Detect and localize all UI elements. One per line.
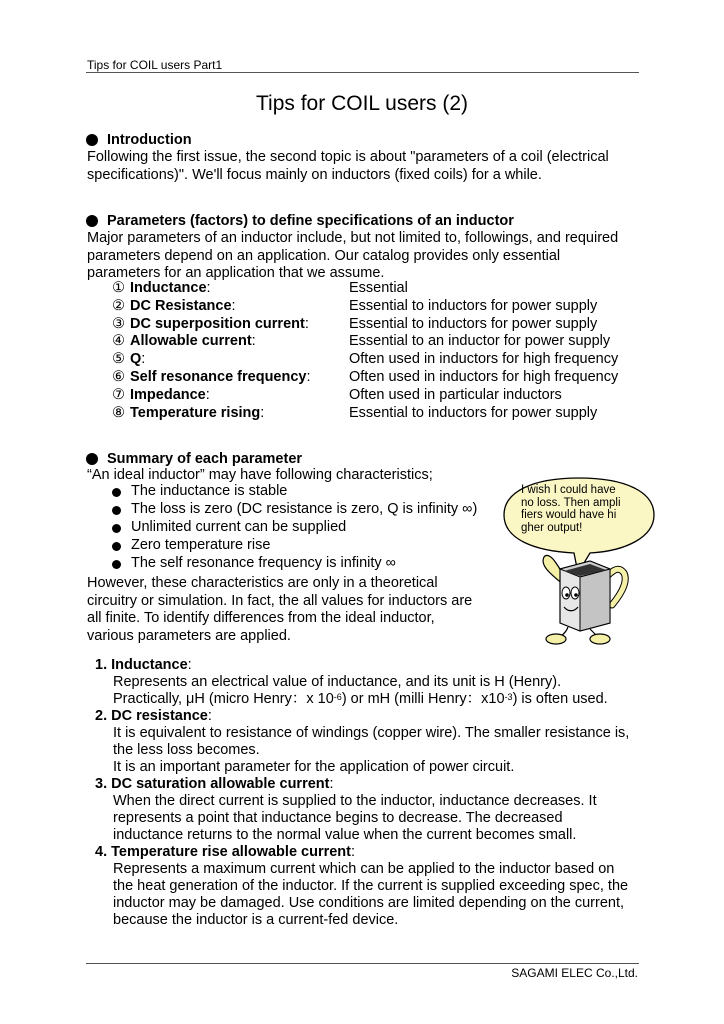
parameter-number: ④ [112,333,125,350]
parameter-separator: : [141,351,146,368]
parameter-details-list [95,657,629,929]
parameter-separator: : [231,297,236,314]
detail-line: the less loss becomes. [113,742,260,758]
bubble-line: fiers would have hi [521,509,617,521]
summary-line: However, these characteristics are only in a theoretical [87,575,438,591]
detail-separator: : [329,776,334,792]
page-title: Tips for COIL users (2) [256,92,468,115]
summary-line: various parameters are applied. [87,627,291,644]
summary-line: all finite. To identify differences from the ideal inductor, [87,610,435,626]
parameter-separator: : [251,333,256,350]
list-item-text: Unlimited current can be supplied [131,518,347,535]
detail-item-dc-saturation [95,776,629,844]
parameter-name: Q [130,351,142,368]
detail-line: represents a point that inductance begins to decrease. The decreased [113,810,563,826]
exponent: -6 [333,692,342,702]
section-heading-introduction [86,132,192,148]
ideal-characteristics-list [111,483,477,572]
list-item-text: Zero temperature rise [131,536,271,553]
section-heading-label: Introduction [107,132,192,148]
list-item-text: The inductance is stable [131,483,288,499]
page-header-text: Tips for COIL users Part1 [87,58,223,72]
intro-line: Following the first issue, the second topic is about "parameters of a coil (electrical [87,149,609,165]
detail-heading: 4. Temperature rise allowable current [95,844,351,860]
bubble-line: no loss. Then ampli [521,496,621,509]
bullet-dot-icon [112,524,121,533]
detail-line: Represents an electrical value of inductance, and its unit is H (Henry). [113,674,562,690]
mascot-left-foot [546,634,566,644]
intro-paragraph [87,149,609,184]
parameters-line: parameters for an application that we assume. [87,265,385,281]
parameter-number: ② [112,297,125,314]
parameter-separator: : [304,315,309,332]
section-heading-label: Parameters (factors) to define specifications of an inductor [107,213,514,229]
parameter-number: ⑥ [112,368,125,385]
parameter-name: DC Resistance [130,297,232,314]
parameters-line: parameters depend on an application. Our catalog provides only essential [87,247,561,264]
detail-line: the heat generation of the inductor. If the current is supplied exceeding spec, the [113,878,629,894]
summary-line: circuitry or simulation. In fact, the all values for inductors are [87,592,473,609]
mascot-left-eye [562,587,570,599]
parameter-separator: : [260,404,265,421]
parameters-line: Major parameters of an inductor include, but not limited to, followings, and required [87,230,619,246]
detail-line [113,691,629,708]
bullet-disc-icon [86,453,98,465]
detail-text: ) or mH (milli Henry：x10 [341,691,505,707]
bullet-dot-icon [112,542,121,551]
parameter-name: DC superposition current [130,315,305,332]
detail-text: ) is often used. [512,691,608,707]
detail-line: It is an important parameter for the application of power circuit. [113,759,515,775]
summary-intro: “An ideal inductor” may have following characteristics; [87,467,433,483]
detail-separator: : [351,844,356,860]
parameter-description: Often used in inductors for high frequency [349,368,619,385]
detail-heading: 3. DC saturation allowable current [95,776,330,792]
mascot-right-foot [590,634,610,644]
detail-line: It is equivalent to resistance of windings (copper wire). The smaller resistance is, [113,725,630,741]
detail-line: Represents a maximum current which can be applied to the inductor based on [113,861,615,877]
detail-separator: : [207,708,212,724]
detail-item-dc-resistance [95,708,629,776]
parameter-description: Essential to inductors for power supply [349,404,598,421]
detail-heading: 1. Inductance [95,657,188,673]
bullet-disc-icon [86,134,98,146]
bullet-dot-icon [112,560,121,569]
detail-heading: 2. DC resistance [95,708,208,724]
list-item-text: The loss is zero (DC resistance is zero, Q is infinity ∞) [131,500,478,517]
parameters-paragraph [87,230,618,283]
parameter-description: Essential to an inductor for power supply [349,333,611,350]
footer-company-name: SAGAMI ELEC Co.,Ltd. [511,966,638,980]
bubble-line: gher output! [521,521,583,534]
parameter-name: Impedance [130,386,206,403]
parameter-description: Essential [349,280,408,296]
summary-after-paragraph [87,575,472,645]
detail-line: When the direct current is supplied to the inductor, inductance decreases. It [113,793,597,809]
parameter-name: Inductance [130,280,207,296]
parameter-description: Often used in inductors for high frequency [349,351,619,368]
detail-text: Practically, μH (micro Henry：x 10 [113,691,334,707]
speech-bubble-text [521,484,641,534]
bullet-dot-icon [112,506,121,515]
parameter-number: ⑦ [112,386,125,403]
parameter-separator: : [206,280,211,296]
parameter-description: Essential to inductors for power supply [349,315,598,332]
exponent: -3 [504,692,513,702]
list-item-text: The self resonance frequency is infinity ∞ [131,554,397,571]
list-item [111,501,477,519]
detail-line: inductor may be damaged. Use conditions are limited depending on the current, [113,895,625,911]
detail-line: inductance returns to the normal value when the current becomes small. [113,827,577,843]
detail-item-temperature-rise [95,844,629,929]
intro-line: specifications)". We'll focus mainly on inductors (fixed coils) for a while. [87,166,542,183]
footer-divider [86,963,639,964]
detail-separator: : [187,657,192,673]
parameter-number: ① [112,280,125,296]
parameter-description: Often used in particular inductors [349,386,562,403]
parameter-name: Temperature rising [130,404,261,421]
list-item [111,483,477,501]
parameter-separator: : [205,386,210,403]
parameter-name: Allowable current [130,333,252,350]
parameter-number: ③ [112,315,125,332]
parameter-description: Essential to inductors for power supply [349,297,598,314]
list-item [111,519,477,537]
section-heading-summary [86,451,302,467]
section-heading-parameters [86,213,514,229]
bullet-disc-icon [86,215,98,227]
bubble-line: I wish I could have [521,484,616,496]
list-item [111,555,477,573]
parameter-separator: : [306,368,311,385]
header-divider [86,72,639,73]
list-item [111,537,477,555]
parameter-number: ⑤ [112,351,125,368]
detail-item-inductance [95,657,629,708]
bullet-dot-icon [112,488,121,497]
mascot-right-eye [571,587,579,599]
parameter-number: ⑧ [112,404,125,421]
section-heading-label: Summary of each parameter [107,451,303,467]
parameter-name: Self resonance frequency [130,368,307,385]
detail-line: because the inductor is a current-fed device. [113,912,399,928]
